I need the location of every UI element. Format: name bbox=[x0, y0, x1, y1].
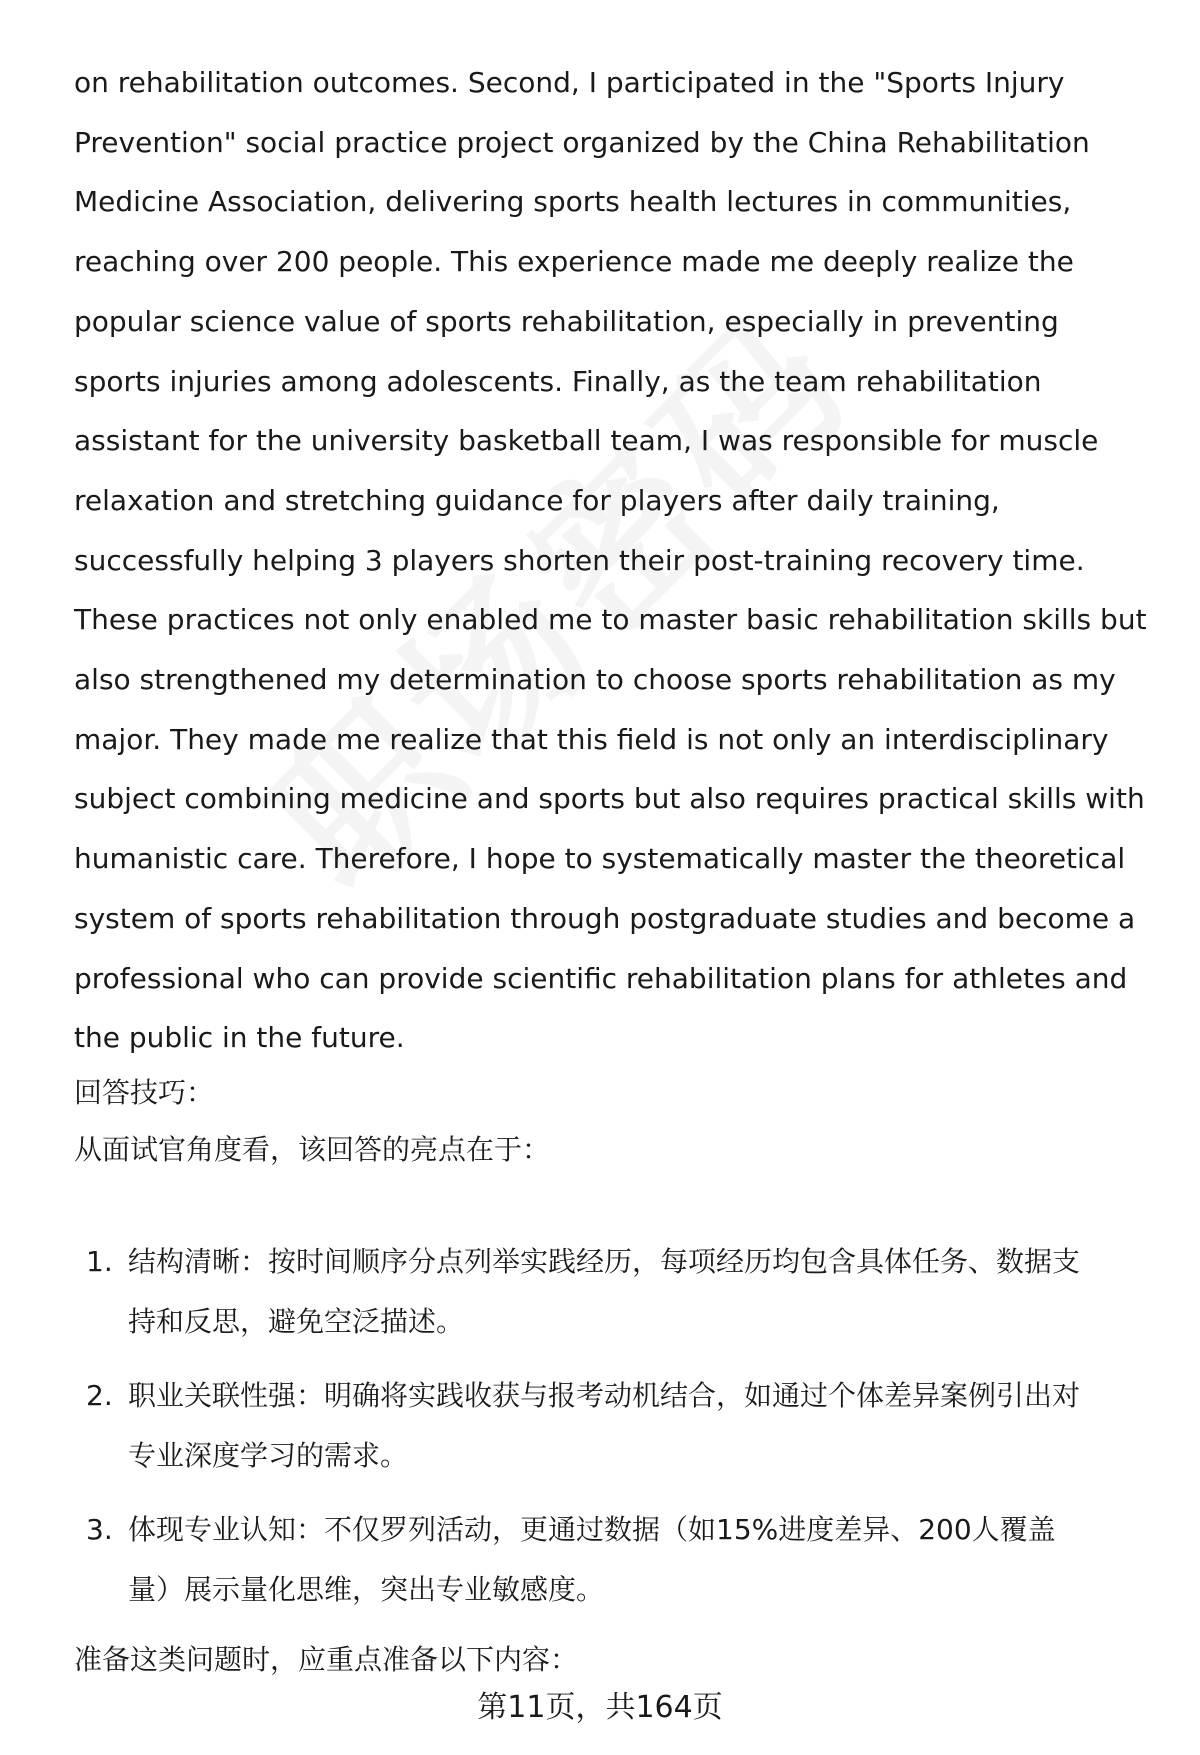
list-item-line: 持和反思，避免空泛描述。 bbox=[128, 1305, 465, 1338]
paragraph-line: Prevention" social practice project organized by the China Rehabilitation bbox=[74, 125, 1090, 159]
list-item bbox=[74, 1366, 1164, 1486]
list-item-line: 体现专业认知：不仅罗列活动，更通过数据（如15%进度差异、200人覆盖 bbox=[128, 1513, 1056, 1546]
paragraph-line: popular science value of sports rehabilitation, especially in preventing bbox=[74, 304, 1059, 338]
paragraph-line: reaching over 200 people. This experience made me deeply realize the bbox=[74, 245, 1074, 279]
paragraph-line: successfully helping 3 players shorten their post-training recovery time. bbox=[74, 543, 1085, 577]
paragraph-line: humanistic care. Therefore, I hope to systematically master the theoretical bbox=[74, 842, 1126, 876]
page-number: 第11页，共164页 bbox=[477, 1690, 723, 1725]
list-item bbox=[74, 1232, 1164, 1352]
prepare-heading: 准备这类问题时，应重点准备以下内容： bbox=[74, 1643, 579, 1676]
list-item-number: 1. bbox=[86, 1245, 113, 1278]
tips-list bbox=[74, 1232, 1164, 1634]
paragraph-line: sports injuries among adolescents. Finally, as the team rehabilitation bbox=[74, 364, 1042, 398]
list-item bbox=[74, 1500, 1164, 1620]
list-item-number: 2. bbox=[86, 1379, 113, 1412]
paragraph-line: professional who can provide scientific rehabilitation plans for athletes and bbox=[74, 961, 1128, 995]
paragraph-line: major. They made me realize that this field is not only an interdisciplinary bbox=[74, 722, 1109, 756]
list-item-line: 结构清晰：按时间顺序分点列举实践经历，每项经历均包含具体任务、数据支 bbox=[128, 1245, 1081, 1278]
paragraph-line: assistant for the university basketball team, I was responsible for muscle bbox=[74, 424, 1099, 458]
list-item-line: 职业关联性强：明确将实践收获与报考动机结合，如通过个体差异案例引出对 bbox=[128, 1379, 1081, 1412]
paragraph-line: Medicine Association, delivering sports health lectures in communities, bbox=[74, 185, 1072, 219]
list-item-line: 量）展示量化思维，突出专业敏感度。 bbox=[128, 1573, 605, 1606]
paragraph-line: relaxation and stretching guidance for players after daily training, bbox=[74, 483, 1000, 517]
body-paragraph bbox=[74, 53, 1164, 1068]
paragraph-line: on rehabilitation outcomes. Second, I participated in the "Sports Injury bbox=[74, 66, 1065, 99]
tips-intro: 从面试官角度看，该回答的亮点在于： bbox=[74, 1133, 551, 1166]
paragraph-line: the public in the future. bbox=[74, 1021, 405, 1055]
paragraph-line: subject combining medicine and sports but also requires practical skills with bbox=[74, 782, 1145, 816]
paragraph-line: also strengthened my determination to choose sports rehabilitation as my bbox=[74, 663, 1116, 697]
paragraph-line: These practices not only enabled me to master basic rehabilitation skills but bbox=[74, 603, 1147, 637]
tips-heading: 回答技巧： bbox=[74, 1076, 215, 1109]
list-item-line: 专业深度学习的需求。 bbox=[128, 1439, 409, 1472]
paragraph-line: system of sports rehabilitation through postgraduate studies and become a bbox=[74, 901, 1136, 935]
list-item-number: 3. bbox=[86, 1513, 113, 1546]
